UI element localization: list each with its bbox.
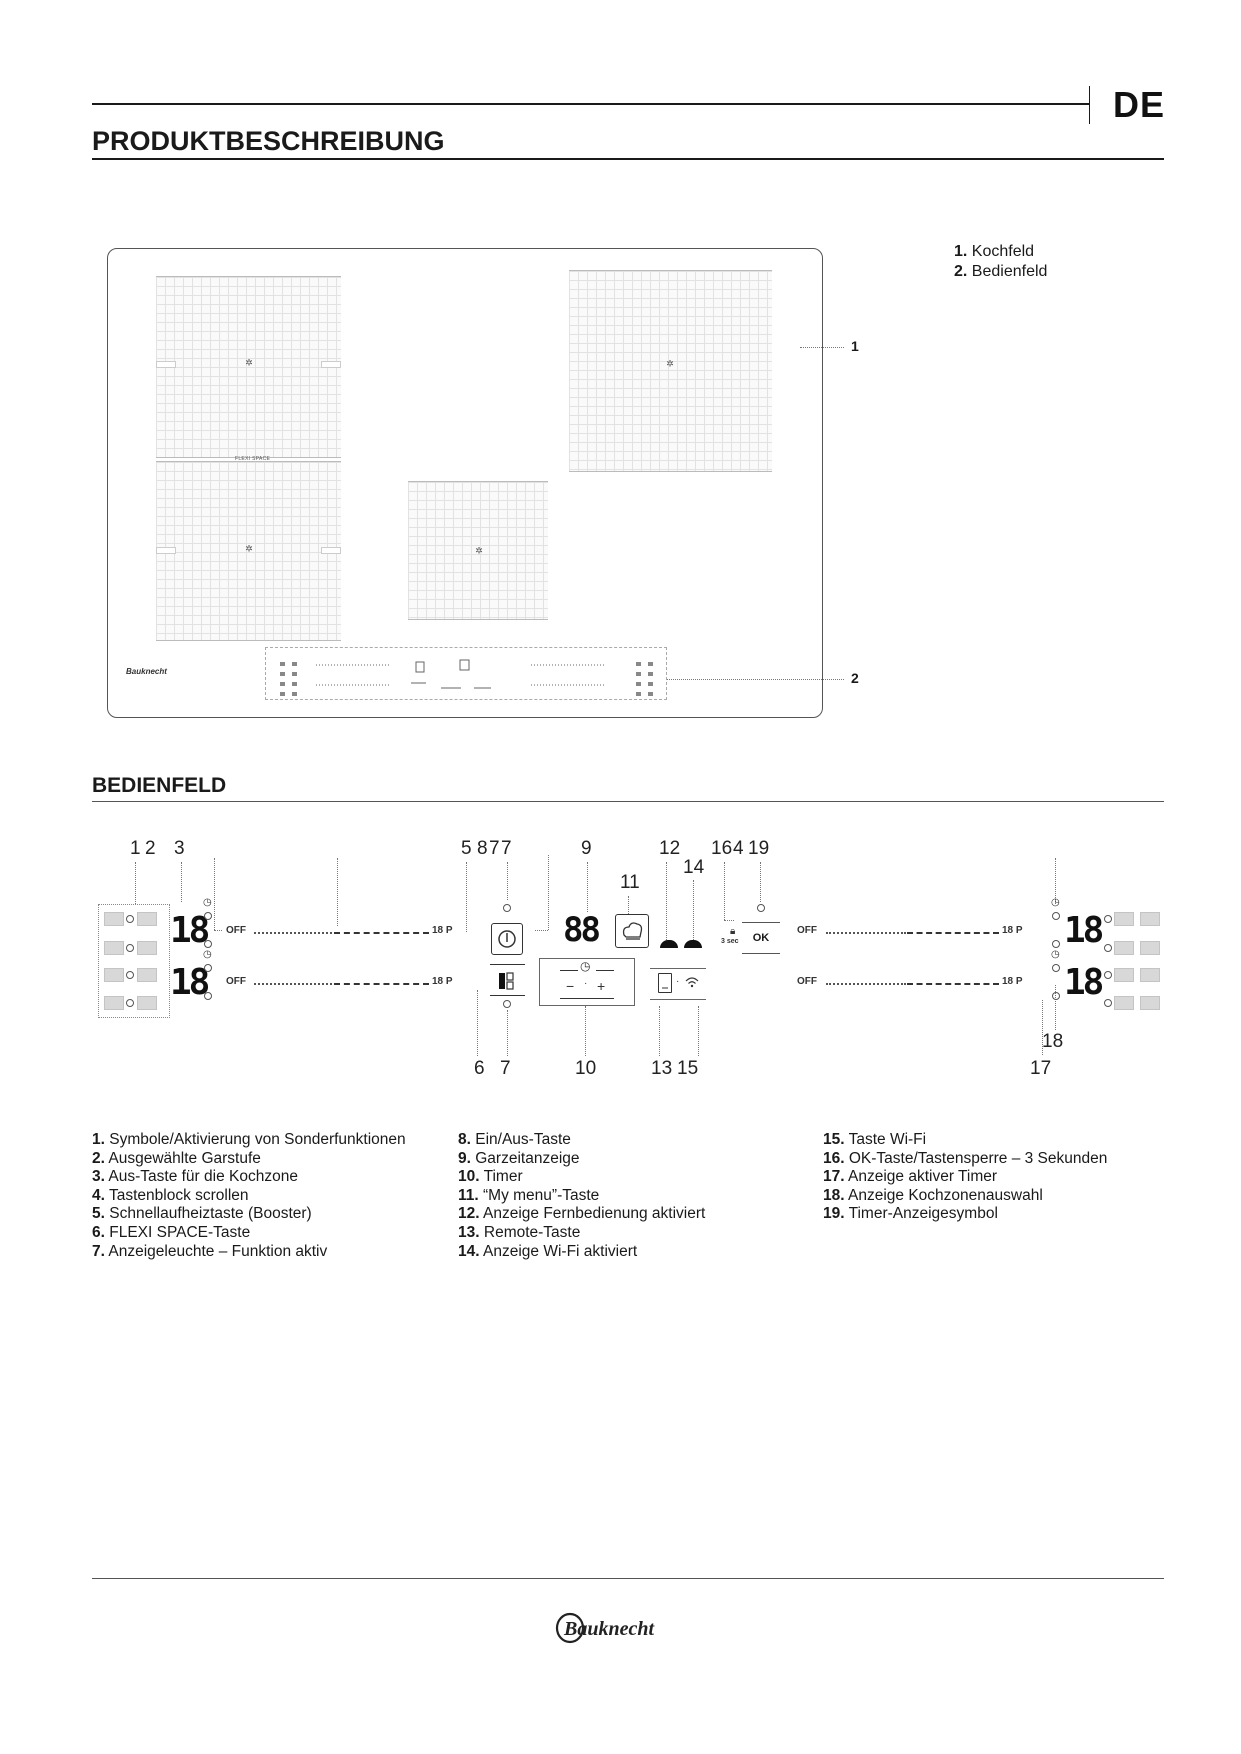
slider-off-label[interactable]: OFF [226, 925, 246, 936]
leader-line [548, 855, 549, 930]
mini-control-panel [265, 647, 667, 700]
ok-label: OK [752, 932, 770, 944]
legend-item: 8. Ein/Aus-Taste [458, 1131, 571, 1148]
legend-item: 12. Anzeige Fernbedienung aktiviert [458, 1205, 706, 1223]
zone-center-mark: ✲ [475, 545, 483, 556]
power-level-display: 18 [170, 962, 208, 1003]
zone-select-indicator [1052, 940, 1060, 948]
special-function-button[interactable] [1114, 941, 1134, 955]
zone-notch [321, 361, 341, 368]
legend-column-1 [92, 1131, 406, 1261]
special-function-button[interactable] [1114, 996, 1134, 1010]
legend-item: 14. Anzeige Wi-Fi aktiviert [458, 1242, 638, 1260]
indicator-light [126, 944, 134, 952]
power-level-display: 18 [1064, 962, 1102, 1003]
power-slider-track[interactable] [334, 932, 429, 934]
timer-icon: ◷ [203, 897, 212, 908]
indicator-light [1104, 999, 1112, 1007]
special-function-button[interactable] [1140, 912, 1160, 926]
callout-line-2 [667, 679, 844, 680]
clock-icon: ◷ [580, 959, 591, 973]
power-slider-track[interactable] [254, 932, 332, 934]
mini-panel-drawing [266, 648, 666, 699]
indicator-light [1104, 971, 1112, 979]
power-on-off-button[interactable] [491, 923, 523, 955]
special-function-button[interactable] [104, 912, 124, 926]
zone-notch [156, 547, 176, 554]
timer-bar [560, 998, 614, 999]
power-slider-track[interactable] [907, 932, 999, 934]
legend-item: 6. FLEXI SPACE-Taste [92, 1223, 251, 1241]
ok-button[interactable] [742, 922, 780, 954]
power-level-display: 18 [170, 910, 208, 951]
remote-icon [659, 974, 671, 992]
special-function-button[interactable] [1140, 941, 1160, 955]
callout-line-1 [800, 347, 844, 348]
zone-select-indicator [1052, 992, 1060, 1000]
power-slider-track[interactable] [254, 983, 332, 985]
lock-hint-label: 3 sec [721, 938, 739, 945]
ref-number: 17 [1030, 1058, 1052, 1079]
special-function-button[interactable] [104, 996, 124, 1010]
special-function-button[interactable] [104, 941, 124, 955]
section-title-control-panel: BEDIENFELD [92, 774, 227, 797]
legend-item: 13. Remote-Taste [458, 1223, 581, 1241]
zone-center-mark: ✲ [245, 357, 253, 368]
leader-line [535, 930, 548, 931]
cooking-time-display: 88 [563, 910, 598, 950]
power-slider-track[interactable] [826, 983, 906, 985]
special-function-button[interactable] [1114, 912, 1134, 926]
special-function-button[interactable] [137, 968, 157, 982]
timer-separator-dot: · [584, 978, 588, 989]
leader-line [181, 862, 182, 902]
ref-number: 19 [748, 838, 770, 859]
indicator-light [126, 999, 134, 1007]
indicator-light [126, 915, 134, 923]
callout-2: 2 [851, 670, 859, 686]
timer-icon: ◷ [1051, 949, 1060, 960]
ref-number: 7 [489, 838, 500, 859]
leader-line [724, 920, 734, 921]
legend-item: 18. Anzeige Kochzonenauswahl [823, 1186, 1043, 1204]
ref-number: 2 [145, 838, 156, 859]
legend-column-2 [458, 1131, 705, 1261]
leader-line [1042, 1000, 1043, 1055]
timer-bar [560, 970, 578, 971]
zone-center-mark: ✲ [245, 543, 253, 554]
slider-off-label[interactable]: OFF [797, 925, 817, 936]
language-code: DE [1113, 84, 1166, 125]
separator-dot: · [676, 976, 680, 987]
legend-item: 7. Anzeigeleuchte – Funktion aktiv [92, 1242, 328, 1260]
ref-number: 15 [677, 1058, 699, 1079]
divider-line [490, 964, 525, 965]
zone-select-indicator [204, 912, 212, 920]
legend-item: 16. OK-Taste/Tastensperre – 3 Sekunden [823, 1149, 1108, 1167]
slider-booster-label[interactable]: 18 P [432, 976, 453, 987]
section-rule [92, 801, 1164, 802]
language-separator [1089, 86, 1090, 124]
chef-hat-icon [616, 915, 648, 947]
legend-item: 2. Ausgewählte Garstufe [92, 1149, 261, 1167]
header-rule [92, 103, 1090, 105]
logo-wordmark: Bauknecht [564, 1618, 655, 1640]
leader-line [214, 930, 222, 931]
slider-off-label[interactable]: OFF [226, 976, 246, 987]
special-function-button[interactable] [1114, 968, 1134, 982]
special-function-button[interactable] [1140, 996, 1160, 1010]
leader-line [698, 1006, 699, 1056]
callout-1: 1 [851, 338, 859, 354]
ref-number: 3 [174, 838, 185, 859]
my-menu-button[interactable] [615, 914, 649, 948]
ref-number: 7 [501, 838, 512, 859]
indicator-light [1104, 915, 1112, 923]
legend-item: 3. Aus-Taste für die Kochzone [92, 1168, 298, 1186]
divider-line [490, 995, 525, 996]
function-active-indicator [503, 1000, 511, 1008]
legend-item: 1. Symbole/Aktivierung von Sonderfunktionen [92, 1131, 406, 1148]
timer-minus-button[interactable]: − [566, 978, 575, 994]
footer-rule [92, 1578, 1164, 1579]
ref-number: 14 [683, 857, 705, 878]
ref-number: 8 [477, 838, 488, 859]
slider-off-label[interactable]: OFF [797, 976, 817, 987]
zone-select-indicator [204, 992, 212, 1000]
function-active-indicator [503, 904, 511, 912]
leader-line [135, 862, 136, 908]
flexi-space-label: FLEXI SPACE [235, 456, 271, 462]
legend-item: 17. Anzeige aktiver Timer [823, 1168, 998, 1186]
leader-line [666, 862, 667, 944]
leader-line [587, 862, 588, 912]
ref-number: 16 [711, 838, 733, 859]
leader-line [337, 858, 338, 926]
leader-line [466, 862, 467, 932]
zone-notch [321, 547, 341, 554]
brand-logo [554, 1610, 700, 1646]
special-function-button[interactable] [1140, 968, 1160, 982]
special-function-button[interactable] [137, 996, 157, 1010]
leader-line [585, 1006, 586, 1056]
slider-booster-label[interactable]: 18 P [1002, 925, 1023, 936]
leader-line [477, 990, 478, 1056]
legend-item: 5. Schnellaufheiztaste (Booster) [92, 1205, 312, 1223]
cooking-zone-right [569, 270, 772, 472]
wifi-active-indicator [684, 940, 702, 948]
leader-line [693, 880, 694, 944]
bauknecht-logo [554, 1610, 700, 1646]
zone-select-indicator [1052, 964, 1060, 972]
timer-icon: ◷ [203, 949, 212, 960]
lock-icon: 🔒︎ [730, 926, 736, 937]
special-function-button[interactable] [137, 912, 157, 926]
ref-number: 6 [474, 1058, 485, 1079]
zone-select-indicator [1052, 912, 1060, 920]
ref-number: 10 [575, 1058, 597, 1079]
slider-booster-label[interactable]: 18 P [432, 925, 453, 936]
timer-icon: ◷ [1051, 897, 1060, 908]
special-function-button[interactable] [104, 968, 124, 982]
legend-item: 2. Bedienfeld [954, 263, 1048, 280]
legend-item: 15. Taste Wi-Fi [823, 1131, 927, 1148]
zone-notch [156, 361, 176, 368]
leader-line [507, 1010, 508, 1056]
indicator-light [126, 971, 134, 979]
ref-number: 7 [500, 1058, 511, 1079]
leader-line [214, 858, 215, 930]
legend-item: 19. Timer-Anzeigesymbol [823, 1205, 998, 1223]
power-level-display: 18 [1064, 910, 1102, 951]
zone-select-indicator [204, 964, 212, 972]
special-function-button[interactable] [137, 941, 157, 955]
power-icon [492, 924, 522, 954]
title-rule [92, 158, 1164, 160]
flexi-space-button[interactable] [498, 972, 514, 990]
legend-item: 11. “My menu”-Taste [458, 1186, 600, 1204]
remote-control-active-indicator [660, 940, 678, 948]
legend-item: 1. Kochfeld [954, 243, 1035, 260]
overview-legend [954, 242, 1047, 282]
legend-item: 9. Garzeitanzeige [458, 1149, 580, 1167]
zone-center-mark: ✲ [666, 358, 674, 369]
remote-button[interactable] [658, 973, 672, 993]
leader-line [760, 862, 761, 902]
ref-number: 4 [733, 838, 744, 859]
legend-item: 4. Tastenblock scrollen [92, 1186, 249, 1204]
timer-indicator-symbol [757, 904, 765, 912]
ref-number: 12 [659, 838, 681, 859]
legend-item: 10. Timer [458, 1168, 523, 1186]
slider-booster-label[interactable]: 18 P [1002, 976, 1023, 987]
ref-number: 13 [651, 1058, 673, 1079]
ref-number: 1 [130, 838, 141, 859]
mini-brand-logo: Bauknecht [126, 667, 167, 676]
leader-line [724, 862, 725, 920]
ref-number: 5 [461, 838, 472, 859]
leader-line [507, 862, 508, 900]
legend-column-3 [823, 1131, 1107, 1224]
ref-number: 18 [1042, 1031, 1064, 1052]
power-slider-track[interactable] [826, 932, 906, 934]
timer-plus-button[interactable]: + [597, 978, 606, 994]
power-slider-track[interactable] [907, 983, 999, 985]
zone-select-indicator [204, 940, 212, 948]
wifi-icon [684, 975, 700, 989]
ref-number: 9 [581, 838, 592, 859]
leader-line [659, 1006, 660, 1056]
wifi-button[interactable] [684, 975, 700, 989]
page-title: PRODUKTBESCHREIBUNG [92, 126, 445, 156]
ref-number: 11 [620, 872, 640, 893]
indicator-light [1104, 944, 1112, 952]
timer-bar [596, 970, 614, 971]
flexi-space-icon [498, 972, 514, 990]
power-slider-track[interactable] [334, 983, 429, 985]
leader-line [628, 896, 629, 916]
